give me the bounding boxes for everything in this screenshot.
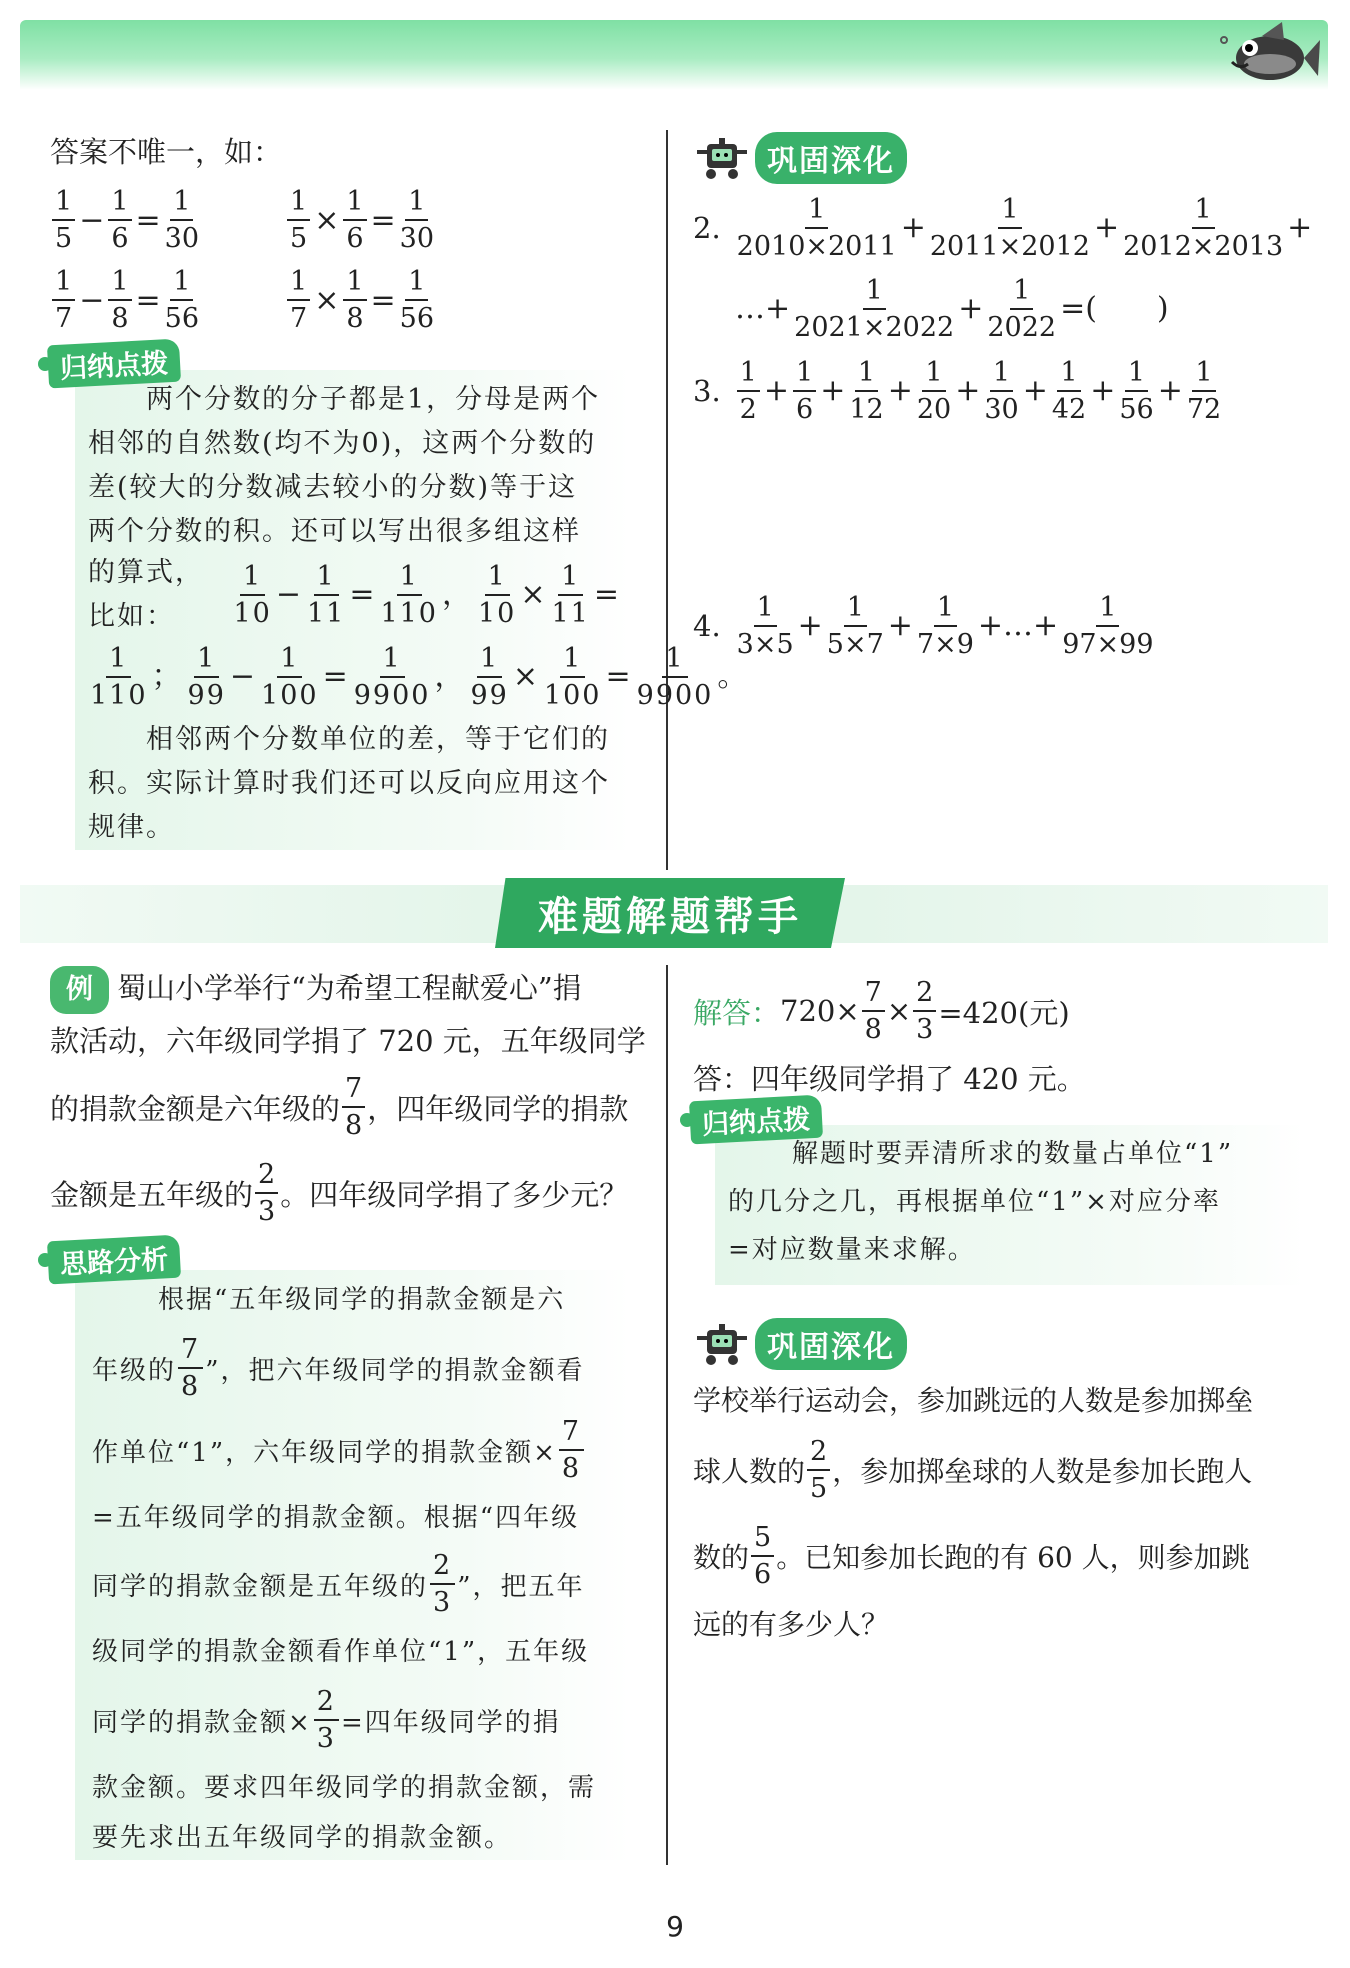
example-text: 。四年级同学捐了多少元？ [280,1177,629,1212]
operator: = [135,202,161,238]
numerator: 1 [1010,277,1033,310]
section-banner-title: 难题解题帮手 [538,893,802,940]
example-row-2 [50,260,450,340]
operator: ； [151,659,184,694]
denominator: 56 [164,303,200,334]
fraction [559,1418,584,1482]
fraction [253,1161,280,1225]
numerator: 2 [314,1688,339,1721]
numerator: 1 [558,563,583,596]
denominator: 7 [55,303,73,334]
fraction [287,188,310,252]
fraction [470,645,508,709]
denominator: 72 [1186,394,1222,425]
question-line [693,1427,1313,1513]
fraction [342,1075,365,1139]
numerator: 1 [998,196,1021,229]
fraction [849,359,883,423]
fraction [233,563,271,627]
fraction [165,188,199,252]
fraction [737,196,897,260]
analysis-text-part: 年级的 [92,1355,177,1386]
solution-label: 解答： [693,995,781,1030]
denominator: 97×99 [1062,629,1154,660]
denominator: 56 [399,303,435,334]
fraction [400,268,434,332]
top-column-divider [666,130,668,870]
hint-2-text [728,1130,1308,1274]
example-label: 例 [50,966,109,1014]
denominator: 8 [864,1014,882,1045]
question-text: 数的 [693,1541,750,1574]
example-line-3 [50,1064,650,1150]
numerator: 7 [342,1075,365,1108]
numerator: 1 [314,563,339,596]
numerator: 2 [255,1161,278,1194]
hint-line-5 [88,554,623,636]
numerator: 1 [287,188,310,221]
denominator: 2011×2012 [929,231,1090,262]
operator: + [1093,210,1120,245]
fraction [52,268,75,332]
robot-icon [693,136,751,180]
problem-3 [693,350,1313,432]
solution-text: × [886,994,912,1028]
numerator: 1 [737,359,760,392]
solution [693,968,1313,1104]
example-row-1 [50,180,450,260]
denominator: 6 [754,1559,772,1590]
numerator: 1 [1192,359,1215,392]
fraction [827,594,884,658]
operator: + [1157,373,1183,408]
fraction [261,645,319,709]
hint-line-5-math [231,563,623,627]
operator: …+ [735,291,791,326]
operator: = [322,659,350,694]
operator: × [314,202,340,238]
consolidation-header [693,132,907,184]
example-problem [50,965,650,1236]
solution-text: =420(元) [938,995,1070,1030]
denominator: 2010×2011 [736,231,897,262]
hint-line: 相邻的自然数(均不为0)，这两个分数的 [88,428,597,459]
numerator: 1 [343,188,366,221]
fraction [478,563,516,627]
fraction [917,594,974,658]
fraction [557,1418,586,1482]
operator: + [1287,210,1313,245]
fraction [307,563,345,627]
fraction [52,188,75,252]
denominator: 8 [111,303,129,334]
numerator: 1 [477,645,502,678]
analysis-line: 要先求出五年级同学的捐款金额。 [92,1823,513,1853]
operator: +…+ [977,608,1059,643]
denominator: 9900 [636,680,714,711]
page-number: 9 [666,1910,684,1943]
analysis-line [92,1408,632,1492]
numerator: 1 [855,359,878,392]
fish-mascot-icon [1212,18,1322,98]
fraction [794,277,954,341]
fraction [913,979,936,1043]
operator: + [887,373,913,408]
practice-question [693,1375,1313,1651]
fraction [188,645,226,709]
operator: × [512,659,540,694]
denominator: 8 [181,1371,201,1402]
problem-4-math [735,594,1156,658]
numerator: 1 [805,196,828,229]
fraction [984,359,1018,423]
numerator: 1 [108,188,131,221]
denominator: 8 [345,1110,363,1141]
problem-2-math-1 [735,196,1315,260]
numerator: 2 [913,979,936,1012]
hint-line: =对应数量来求解。 [728,1235,976,1265]
question-line [693,1513,1313,1599]
fraction [400,188,434,252]
numerator: 7 [862,979,885,1012]
question-line: 学校举行运动会，参加跳远的人数是参加掷垒 [693,1384,1254,1417]
consolidation-title-2: 巩固深化 [755,1318,907,1370]
hint-tag-label: 归纳点拨 [47,339,181,389]
denominator: 56 [1119,394,1154,425]
fraction [428,1552,457,1616]
numerator: 1 [844,594,867,627]
numerator: 1 [343,268,366,301]
hint-line-5-prefix: 的算式，比如： [88,557,204,632]
analysis-text-part: ”，把六年级同学的捐款金额看 [205,1355,585,1386]
analysis-text [92,1272,632,1860]
example-line-2: 款活动，六年级同学捐了 720 元，五年级同学 [50,1024,646,1058]
example-text: ，四年级同学的捐款 [367,1091,629,1126]
fraction [807,1438,830,1502]
numerator: 1 [863,277,886,310]
fraction [1119,359,1153,423]
numerator: 1 [277,645,302,678]
numerator: 1 [560,645,585,678]
fraction [1062,594,1153,658]
solution-line [693,968,1313,1054]
denominator: 110 [380,598,438,629]
answer-intro: 答案不唯一，如： [50,135,283,169]
numerator: 5 [751,1524,774,1557]
denominator: 2012×2013 [1123,231,1284,262]
analysis-line [92,1328,632,1408]
denominator: 3×5 [736,629,794,660]
numerator: 7 [559,1418,584,1451]
hint-line-6-math [88,645,751,709]
denominator: 42 [1051,394,1087,425]
operator: + [797,608,823,643]
fraction [544,645,602,709]
problem-2-row-1 [693,188,1313,268]
numerator: 1 [1096,594,1119,627]
denominator: 30 [164,223,200,254]
operator: = [370,202,396,238]
analysis-line [92,1544,632,1624]
fraction [751,1524,774,1588]
problem-3-math [735,359,1224,423]
fraction [343,188,366,252]
numerator: 1 [1192,196,1215,229]
denominator: 5 [810,1473,828,1504]
numerator: 1 [380,645,405,678]
example-equations [50,180,450,340]
fraction [737,359,760,423]
operator: + [900,210,926,245]
numerator: 1 [934,594,957,627]
numerator: 2 [430,1552,455,1585]
denominator: 110 [90,680,148,711]
fraction [552,563,590,627]
fraction [987,277,1056,341]
numerator: 1 [52,188,75,221]
consolidation-header-2 [693,1318,907,1370]
fraction [917,359,951,423]
fraction [930,196,1090,260]
fraction [430,1552,455,1616]
denominator: 30 [984,394,1019,425]
numerator: 1 [194,645,219,678]
denominator: 7×9 [916,629,974,660]
fraction [805,1438,832,1502]
denominator: 99 [187,680,226,711]
hint-line: 解题时要弄清所求的数量占单位“1” [792,1139,1234,1169]
robot-icon [693,1322,751,1366]
denominator: 2021×2022 [794,312,955,343]
denominator: 10 [233,598,272,629]
fraction [343,268,366,332]
hint-line-6 [88,636,750,718]
fraction [749,1524,776,1588]
operator: + [955,373,981,408]
numerator: 1 [485,563,510,596]
analysis-line: 级同学的捐款金额看作单位“1”，五年级 [92,1637,590,1667]
problem-number: 3. [693,374,721,408]
denominator: 2 [739,394,757,425]
fraction [90,645,148,709]
numerator: 1 [990,359,1013,392]
numerator: 1 [405,188,428,221]
fraction [380,563,438,627]
numerator: 7 [178,1336,203,1369]
analysis-line: 款金额。要求四年级同学的捐款金额，需 [92,1773,597,1803]
problem-2-math-2 [733,277,1171,341]
operator: × [314,282,340,318]
denominator: 9900 [353,680,431,711]
operator: + [887,608,913,643]
hint-tail-line: 规律。 [88,812,175,843]
operator: = [593,577,621,612]
operator: + [1090,373,1116,408]
analysis-line: 根据“五年级同学的捐款金额是六 [158,1285,566,1315]
hint-line: 两个分数的分子都是1，分母是两个 [146,384,601,415]
section-banner [495,878,845,948]
fraction [314,1688,339,1752]
analysis-text-part: 同学的捐款金额× [92,1707,312,1738]
numerator: 1 [1125,359,1148,392]
numerator: 1 [793,359,816,392]
denominator: 7 [290,303,308,334]
numerator: 1 [106,645,131,678]
fraction [862,979,885,1043]
operator: = [605,659,633,694]
fraction [1123,196,1283,260]
numerator: 1 [108,268,131,301]
fraction [108,268,131,332]
hint-line: 的几分之几，再根据单位“1”×对应分率 [728,1187,1221,1217]
problem-number: 4. [693,609,721,643]
problem-2-row-2 [693,268,1293,350]
denominator: 30 [399,223,435,254]
operator: − [79,202,105,238]
numerator: 1 [922,359,945,392]
problem-number: 2. [693,211,721,245]
operator: = [349,577,377,612]
problem-4 [693,585,1313,667]
hint-tail-line: 相邻两个分数单位的差，等于它们的 [146,724,610,755]
denominator: 8 [346,303,364,334]
analysis-line [92,1680,632,1760]
analysis-text-part: 同学的捐款金额是五年级的 [92,1571,429,1602]
question-text: 。已知参加长跑的有 60 人，则参加跳 [776,1541,1250,1574]
example-equation [285,188,436,252]
analysis-text-part: 作单位“1”，六年级同学的捐款金额× [92,1437,557,1468]
denominator: 3 [433,1587,453,1618]
example-equation [285,268,436,332]
denominator: 100 [261,680,319,711]
numerator: 1 [662,645,687,678]
consolidation-title: 巩固深化 [755,132,907,184]
operator: = [135,282,161,318]
bottom-column-divider [666,965,668,1865]
answer-line: 答：四年级同学捐了 420 元。 [693,1062,1086,1096]
numerator: 1 [405,268,428,301]
hint-line: 两个分数的积。还可以写出很多组这样 [88,516,581,547]
denominator: 20 [916,394,952,425]
analysis-text-part: ”，把五年 [457,1571,585,1602]
fraction [108,188,131,252]
fraction [737,594,794,658]
numerator: 1 [170,268,193,301]
hint-text [88,378,750,850]
operator: × [520,577,548,612]
denominator: 3 [258,1196,276,1227]
numerator: 1 [397,563,422,596]
numerator: 1 [170,188,193,221]
hint-line: 差(较大的分数减去较小的分数)等于这 [88,472,578,503]
fraction [340,1075,367,1139]
denominator: 6 [346,223,364,254]
example-line-1 [50,965,650,1014]
operator: − [229,659,258,694]
numerator: 1 [287,268,310,301]
denominator: 8 [561,1453,582,1484]
denominator: 10 [478,598,517,629]
operator: ， [442,577,474,612]
denominator: 11 [551,598,590,629]
denominator: 11 [306,598,346,629]
denominator: 12 [849,394,884,425]
analysis-line: =五年级同学的捐款金额。根据“四年级 [92,1503,580,1533]
fraction [911,979,938,1043]
question-text: ，参加掷垒球的人数是参加长跑人 [832,1455,1253,1488]
example-text: 蜀山小学举行“为希望工程献爱心”捐 [117,971,582,1005]
question-line: 远的有多少人？ [693,1608,890,1641]
analysis-tag-label: 思路分析 [47,1235,181,1285]
denominator: 5 [55,223,73,254]
fraction [255,1161,278,1225]
example-line-4 [50,1150,650,1236]
operator: = [370,282,396,318]
denominator: 2022 [987,312,1057,343]
operator: − [275,577,303,612]
example-equation [50,268,285,332]
denominator: 6 [111,223,129,254]
question-text: 球人数的 [693,1455,806,1488]
example-text: 的捐款金额是六年级的 [50,1091,341,1126]
operator: ， [434,659,467,694]
fraction [354,645,431,709]
hint-tag-2-label: 归纳点拨 [689,1095,823,1145]
denominator: 3 [316,1723,336,1754]
solution-text: 720× [780,994,860,1028]
operator: + [763,373,789,408]
numerator: 2 [807,1438,830,1471]
hint-tail-line: 积。实际计算时我们还可以反向应用这个 [88,768,610,799]
denominator: 100 [543,680,602,711]
example-text: 金额是五年级的 [50,1177,254,1212]
numerator: 1 [1057,359,1080,392]
analysis-text-part: =四年级同学的捐 [340,1707,561,1738]
numerator: 1 [52,268,75,301]
operator: − [79,282,105,318]
top-banner [20,20,1328,90]
fraction [178,1336,203,1400]
fraction [287,268,310,332]
denominator: 3 [916,1014,934,1045]
fraction [1187,359,1221,423]
fraction [176,1336,205,1400]
fraction [165,268,199,332]
numerator: 1 [240,563,265,596]
problem-2 [693,188,1313,350]
denominator: 99 [470,680,509,711]
fraction [312,1688,341,1752]
operator: 。 [717,659,750,694]
fraction [793,359,816,423]
denominator: 5×7 [826,629,884,660]
operator: + [1022,373,1048,408]
operator: =( ) [1060,291,1169,326]
denominator: 5 [290,223,308,254]
example-equation [50,188,285,252]
fraction [1052,359,1086,423]
denominator: 6 [796,394,814,425]
fraction [860,979,887,1043]
operator: + [820,373,846,408]
numerator: 1 [754,594,777,627]
operator: + [958,291,984,326]
